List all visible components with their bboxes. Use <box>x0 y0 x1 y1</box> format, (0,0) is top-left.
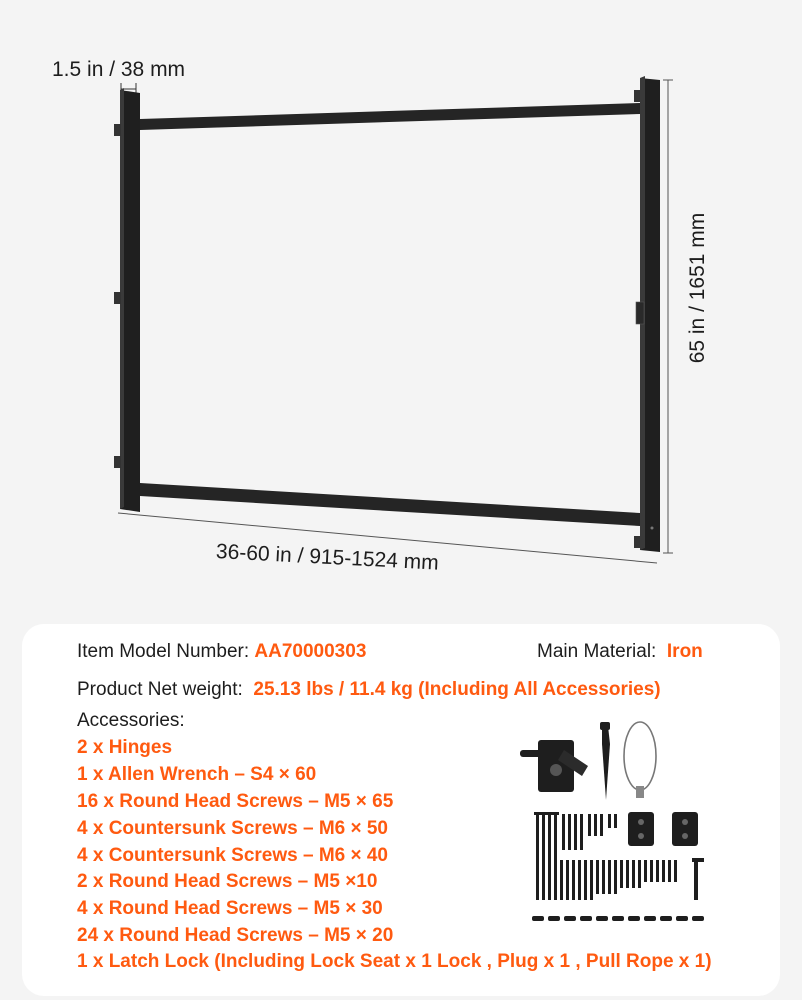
accessory-item: 4 x Countersunk Screws – M6 × 50 <box>77 818 388 839</box>
accessory-item: 2 x Hinges <box>77 737 173 758</box>
net-weight-row <box>77 679 661 701</box>
accessory-item: 2 x Round Head Screws – M5 ×10 <box>77 871 378 892</box>
model-number-row <box>77 641 366 663</box>
accessory-item: 1 x Latch Lock (Including Lock Seat x 1 Lock , Plug x 1 , Pull Rope x 1) <box>77 951 712 972</box>
spec-card <box>22 624 780 996</box>
model-number-label: Item Model Number: <box>77 641 250 662</box>
model-number-value: AA70000303 <box>254 641 367 662</box>
accessory-item: 4 x Round Head Screws – M5 × 30 <box>77 898 383 919</box>
plug-icon <box>600 722 610 800</box>
accessory-item: 1 x Allen Wrench – S4 × 60 <box>77 764 317 785</box>
height-dimension-label: 65 in / 1651 mm <box>686 212 709 364</box>
main-material-row <box>537 641 703 663</box>
net-weight-label: Product Net weight: <box>77 679 243 700</box>
main-material-value: Iron <box>666 641 703 662</box>
latch-lock-icon <box>520 740 588 792</box>
height-dimension-line <box>663 80 673 553</box>
hardware-illustration <box>504 720 744 932</box>
round-head-screws-icon <box>536 860 677 900</box>
net-weight-value: 25.13 lbs / 11.4 kg (Including All Accessories) <box>253 679 661 700</box>
main-material-label: Main Material: <box>537 641 657 662</box>
pull-rope-icon <box>624 722 656 798</box>
small-screws-icon <box>532 916 704 921</box>
hinge-icon <box>628 812 698 846</box>
accessory-item: 24 x Round Head Screws – M5 × 20 <box>77 925 394 946</box>
accessory-item: 16 x Round Head Screws – M5 × 65 <box>77 791 394 812</box>
accessories-heading: Accessories: <box>77 710 185 731</box>
gate-frame <box>114 76 660 552</box>
allen-wrench-icon <box>692 858 704 900</box>
thickness-dimension-label: 1.5 in / 38 mm <box>52 58 186 81</box>
accessory-item: 4 x Countersunk Screws – M6 × 40 <box>77 845 388 866</box>
width-dimension-label: 36-60 in / 915-1524 mm <box>215 540 440 575</box>
screws-icon <box>534 812 617 860</box>
